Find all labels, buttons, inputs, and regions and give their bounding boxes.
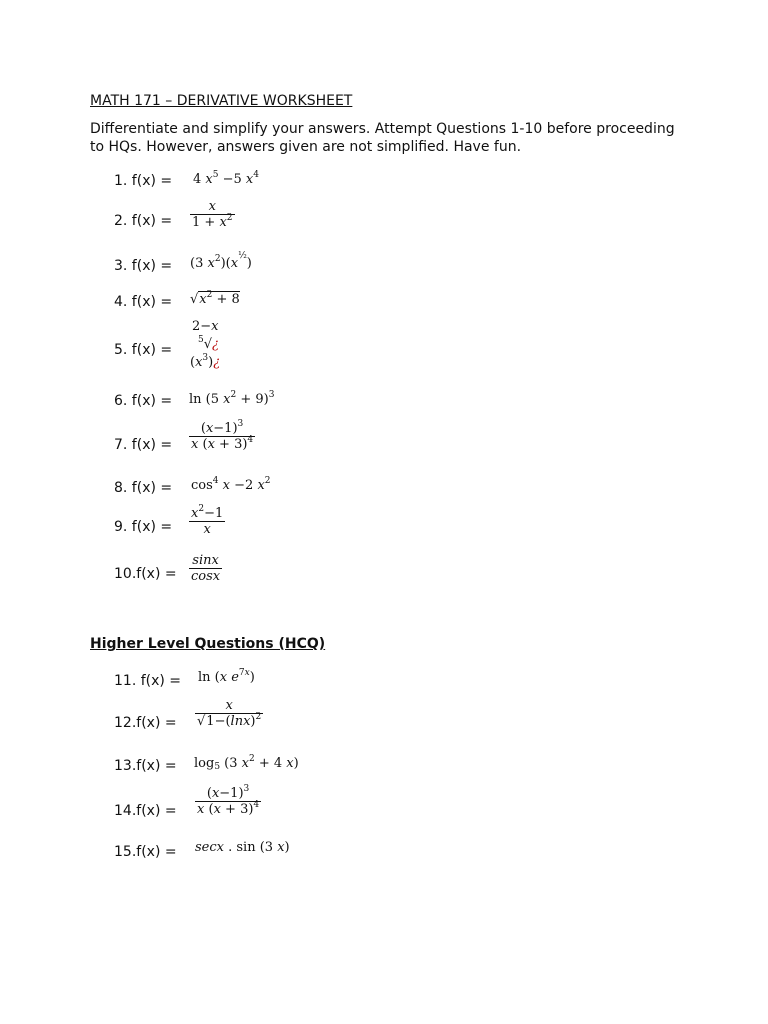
formula-3: (3 $x^2)(x^{\frac{1}{2}})$ [190,251,252,271]
question-6-label: 6. f(x) = [114,393,173,409]
formula-12: $\frac{x}{√1-(\ln x)^2}$ [197,698,262,729]
formula-14: $\frac{(x-1)^3}{x (x + 3)^4}$ [197,784,260,817]
question-10-label: 10.f(x) = [114,566,177,582]
question-4-label: 4. f(x) = [114,294,173,310]
formula-2: $\frac{x}{1 + x^2}$ [192,199,233,230]
formula-9: $\frac{x^2-1}{x}$ [191,504,224,537]
question-2-label: 2. f(x) = [114,213,173,229]
question-12-label: 12.f(x) = [114,715,177,731]
question-15-label: 15.f(x) = [114,844,177,860]
question-3-label: 3. f(x) = [114,258,173,274]
formula-8: $\cos^4 x -2$ $x^2$ [191,476,271,493]
formula-5-numerator: 2−x [192,319,219,334]
question-11-label: 11. f(x) = [114,673,182,689]
question-5-label: 5. f(x) = [114,342,173,358]
question-14-label: 14.f(x) = [114,803,177,819]
instructions: Differentiate and simplify your answers. Attempt Questions 1-10 before proceeding to HQs. However, answers given are not simplified. Have fun. [90,121,675,155]
formula-5-denominator: $(x^3)¿$ [190,353,221,370]
question-13-label: 13.f(x) = [114,758,177,774]
question-7-label: 7. f(x) = [114,437,173,453]
question-8-label: 8. f(x) = [114,480,173,496]
formula-1: 4 $x^5 -5$ $x^4$ [193,170,259,187]
formula-15: secx . sin (3 x) [195,840,290,855]
formula-13: $\log_5 (3$ $x^2 + 4$ x) [194,754,299,772]
formula-6: ln (5 $x^2 + 9)^3$ [189,390,275,407]
formula-11: ln (x $e^{7x}$) [198,668,255,685]
formula-5-root: $^5$√¿ [198,335,220,352]
formula-10: $\frac{\sin x}{\cos x}$ [191,553,221,584]
worksheet-title: MATH 171 – DERIVATIVE WORKSHEET [90,93,353,109]
question-9-label: 9. f(x) = [114,519,173,535]
formula-4: $√x^2 + 8$ [190,290,240,307]
formula-7: $\frac{(x-1)^3}{x (x + 3)^4}$ [191,419,254,452]
question-1-label: 1. f(x) = [114,173,173,189]
hq-heading: Higher Level Questions (HCQ) [90,636,326,652]
